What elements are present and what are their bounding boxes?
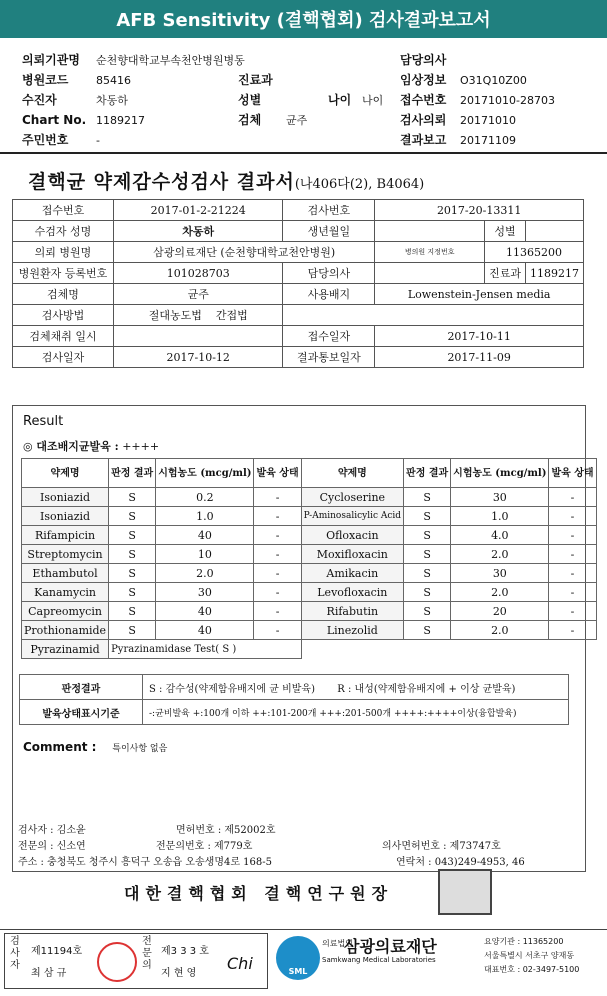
drug-name: Kanamycin xyxy=(22,583,109,602)
institution-value: 순천향대학교부속천안병원병동 xyxy=(96,54,245,67)
drug-conc: 1.0 xyxy=(451,507,549,526)
control-growth-value: ++++ xyxy=(122,440,160,453)
tester: 검사자 : 김소윤 xyxy=(18,825,86,836)
report-date-value: 20171109 xyxy=(460,134,516,147)
spec-no: 제3 3 3 호 xyxy=(161,946,209,957)
drug-conc: 40 xyxy=(156,602,254,621)
drug-name: Cycloserine xyxy=(301,488,403,507)
institution-label: 의뢰기관명 xyxy=(22,53,80,67)
drug-conc: 2.0 xyxy=(451,583,549,602)
doctor-license: 의사면허번호 : 제73747호 xyxy=(382,841,501,852)
age-value: 나이 xyxy=(362,94,384,107)
meta-label: 접수일자 xyxy=(283,326,375,347)
judge-label: 판정결과 xyxy=(20,675,143,700)
section-divider xyxy=(0,152,607,154)
meta-label: 검체채취 일시 xyxy=(13,326,114,347)
drug-conc: 30 xyxy=(451,564,549,583)
drug-growth: - xyxy=(254,488,301,507)
phone: 연락처 : 043)249-4953, 46 xyxy=(396,857,525,868)
footer xyxy=(0,929,607,996)
meta-label: 병원환자 등록번호 xyxy=(13,263,114,284)
drug-row xyxy=(22,488,597,507)
pza-test: Pyrazinamidase Test( S ) xyxy=(109,640,302,659)
drug-row xyxy=(22,583,597,602)
specimen-label: 검체 xyxy=(238,113,262,127)
patient-value: 차동하 xyxy=(96,94,128,107)
drug-name: Ethambutol xyxy=(22,564,109,583)
judge-legend xyxy=(143,675,569,700)
drug-result: S xyxy=(109,526,156,545)
signature-box xyxy=(4,933,268,989)
ssn-value: - xyxy=(96,134,100,147)
drug-growth: - xyxy=(254,602,301,621)
drug-result: S xyxy=(109,488,156,507)
drug-result: S xyxy=(109,602,156,621)
drug-growth: - xyxy=(254,507,301,526)
scanned-report xyxy=(6,163,604,971)
drug-result: S xyxy=(404,564,451,583)
drug-conc: 4.0 xyxy=(451,526,549,545)
col-conc: 시험농도 (mcg/ml) xyxy=(156,459,254,488)
document-title xyxy=(28,167,424,194)
drug-growth: - xyxy=(549,583,596,602)
meta-value: 101028703 xyxy=(114,263,283,284)
footer-phone: 대표번호 : 02-3497-5100 xyxy=(484,965,580,974)
meta-label: 검사일자 xyxy=(13,347,114,368)
drug-name: Rifabutin xyxy=(301,602,403,621)
judge-r: R : 내성(약제함유배지에 + 이상 균발육) xyxy=(337,683,516,695)
meta-value: 11365200 xyxy=(485,242,584,263)
drug-growth: - xyxy=(549,545,596,564)
drug-name: Linezolid xyxy=(301,621,403,640)
result-title: Result xyxy=(23,414,64,429)
report-date-label: 결과보고 xyxy=(400,133,447,147)
document-code: (나406다(2), B4064) xyxy=(294,177,425,192)
drug-result: S xyxy=(404,488,451,507)
chart-no-value: 1189217 xyxy=(96,114,145,127)
address: 주소 : 충청북도 청주시 흥덕구 오송읍 오송생명4로 168-5 xyxy=(18,857,273,868)
report-title: AFB Sensitivity (결핵협회) 검사결과보고서 xyxy=(116,10,491,31)
col-judge: 판정 결과 xyxy=(109,459,156,488)
clinical-value: O31Q10Z00 xyxy=(460,74,527,87)
drug-result: S xyxy=(109,507,156,526)
drug-name: Prothionamide xyxy=(22,621,109,640)
col-drug: 약제명 xyxy=(22,459,109,488)
drug-conc: 1.0 xyxy=(156,507,254,526)
drug-conc: 2.0 xyxy=(451,545,549,564)
tester-seal xyxy=(97,942,137,982)
drug-conc: 10 xyxy=(156,545,254,564)
drug-result: S xyxy=(404,507,451,526)
drug-name: Capreomycin xyxy=(22,602,109,621)
meta-value: Lowenstein-Jensen media xyxy=(375,284,584,305)
drug-result: S xyxy=(404,583,451,602)
meta-label: 성별 xyxy=(485,221,526,242)
col-drug: 약제명 xyxy=(301,459,403,488)
judge-s: S : 감수성(약제함유배지에 균 비발육) xyxy=(149,683,315,695)
meta-value: 2017-10-12 xyxy=(114,347,283,368)
drug-conc: 30 xyxy=(451,488,549,507)
tester-name: 최 삼 규 xyxy=(31,968,67,979)
drug-conc: 2.0 xyxy=(451,621,549,640)
drug-growth: - xyxy=(254,583,301,602)
drug-name: Moxifloxacin xyxy=(301,545,403,564)
pza-name: Pyrazinamid xyxy=(22,640,109,659)
drug-growth: - xyxy=(549,526,596,545)
meta-value xyxy=(114,305,283,326)
control-growth xyxy=(23,438,159,454)
meta-label: 병의원 지정번호 xyxy=(375,242,485,263)
meta-label: 진료과 xyxy=(485,263,526,284)
tester-no: 제11194호 xyxy=(31,946,83,957)
meta-label: 생년월일 xyxy=(283,221,375,242)
drug-conc: 2.0 xyxy=(156,564,254,583)
meta-label: 담당의사 xyxy=(283,263,375,284)
hospital-code-label: 병원코드 xyxy=(22,73,69,87)
clinical-label: 임상정보 xyxy=(400,73,447,87)
col-growth: 발육 상태 xyxy=(549,459,596,488)
specialist: 전문의 : 신소연 xyxy=(18,841,86,852)
meta-label: 검사번호 xyxy=(283,200,375,221)
care-no: 요양기관 : 11365200 xyxy=(484,937,564,946)
drug-row xyxy=(22,602,597,621)
col-judge: 판정 결과 xyxy=(404,459,451,488)
drug-name: Isoniazid xyxy=(22,507,109,526)
result-section xyxy=(12,405,594,872)
drug-result: S xyxy=(404,621,451,640)
drug-result: S xyxy=(109,564,156,583)
age-label: 나이 xyxy=(328,93,352,107)
judgement-table xyxy=(19,674,569,725)
growth-std: -:균비발육 +:100개 이하 ++:101-200개 +++:201-500개 ++++:++++이상(융합발육) xyxy=(143,700,569,725)
drug-conc: 0.2 xyxy=(156,488,254,507)
drug-row xyxy=(22,545,597,564)
drug-growth: - xyxy=(254,545,301,564)
meta-value: 삼광의료재단 (순천향대학교천안병원) xyxy=(114,242,375,263)
meta-value xyxy=(526,221,584,242)
drug-conc: 40 xyxy=(156,526,254,545)
drug-conc: 20 xyxy=(451,602,549,621)
official-stamp xyxy=(438,869,492,915)
request-date-value: 20171010 xyxy=(460,114,516,127)
specimen-value: 균주 xyxy=(286,114,308,127)
col-conc: 시험농도 (mcg/ml) xyxy=(451,459,549,488)
corp-label: 의료법인 xyxy=(322,939,353,948)
meta-value: 2017-01-2-21224 xyxy=(114,200,283,221)
doctor-label: 담당의사 xyxy=(400,53,447,67)
sex-label: 성별 xyxy=(238,93,262,107)
dept-label: 진료과 xyxy=(238,73,273,87)
org-en: Samkwang Medical Laboratories xyxy=(322,956,436,964)
drug-growth: - xyxy=(254,621,301,640)
meta-label: 접수번호 xyxy=(13,200,114,221)
method-1: 절대농도법 xyxy=(148,309,202,322)
request-date-label: 검사의뢰 xyxy=(400,113,447,127)
drug-table xyxy=(21,458,597,659)
drug-name: Ofloxacin xyxy=(301,526,403,545)
organization-name: 대한결핵협회 결핵연구원장 xyxy=(124,884,394,903)
drug-growth: - xyxy=(549,621,596,640)
meta-value xyxy=(375,263,485,284)
sml-logo xyxy=(276,936,320,980)
drug-row xyxy=(22,526,597,545)
drug-growth: - xyxy=(549,507,596,526)
drug-name: P-Aminosalicylic Acid xyxy=(301,507,403,526)
drug-row xyxy=(22,507,597,526)
meta-label: 결과통보일자 xyxy=(283,347,375,368)
growth-std-label: 발육상태표시기준 xyxy=(20,700,143,725)
drug-growth: - xyxy=(549,564,596,583)
drug-result: S xyxy=(109,621,156,640)
meta-label: 의뢰 병원명 xyxy=(13,242,114,263)
report-header xyxy=(0,0,607,38)
receipt-no-label: 접수번호 xyxy=(400,93,447,107)
meta-value xyxy=(375,221,485,242)
drug-result: S xyxy=(404,526,451,545)
comment-label: Comment : xyxy=(23,740,97,754)
meta-value xyxy=(114,326,283,347)
specialist-license: 전문의번호 : 제779호 xyxy=(156,841,253,852)
control-growth-label: ◎ 대조배지균발육 : xyxy=(23,440,119,453)
document-title-text: 결핵균 약제감수성검사 결과서 xyxy=(28,171,295,193)
patient-label: 수진자 xyxy=(22,93,57,107)
meta-label: 사용배지 xyxy=(283,284,375,305)
col-growth: 발육 상태 xyxy=(254,459,301,488)
hospital-code-value: 85416 xyxy=(96,74,131,87)
drug-result: S xyxy=(109,583,156,602)
meta-value: 2017-10-11 xyxy=(375,326,584,347)
meta-value: 균주 xyxy=(114,284,283,305)
meta-label: 검사방법 xyxy=(13,305,114,326)
meta-value: 1189217 xyxy=(526,263,584,284)
logo-text: SML xyxy=(288,967,308,976)
drug-conc: 30 xyxy=(156,583,254,602)
meta-value: 2017-20-13311 xyxy=(375,200,584,221)
drug-growth: - xyxy=(549,488,596,507)
meta-label: 검체명 xyxy=(13,284,114,305)
drug-growth: - xyxy=(254,564,301,583)
footer-address: 서울특별시 서초구 양재동 xyxy=(484,951,575,960)
comment xyxy=(23,740,167,754)
drug-name: Rifampicin xyxy=(22,526,109,545)
spec-label: 전문의 xyxy=(142,936,152,971)
drug-name: Streptomycin xyxy=(22,545,109,564)
ssn-label: 주민번호 xyxy=(22,133,69,147)
drug-name: Amikacin xyxy=(301,564,403,583)
drug-name: Isoniazid xyxy=(22,488,109,507)
drug-name: Levofloxacin xyxy=(301,583,403,602)
tester-license: 면허번호 : 제52002호 xyxy=(176,825,276,836)
drug-result: S xyxy=(109,545,156,564)
spec-signature: Chi xyxy=(227,954,253,973)
receipt-no-value: 20171010-28703 xyxy=(460,94,555,107)
chart-no-label: Chart No. xyxy=(22,113,87,127)
drug-row xyxy=(22,621,597,640)
drug-row xyxy=(22,564,597,583)
tester-label: 검사자 xyxy=(10,936,20,971)
meta-value: 2017-11-09 xyxy=(375,347,584,368)
drug-growth: - xyxy=(254,526,301,545)
spec-name: 지 현 영 xyxy=(161,968,197,979)
meta-table xyxy=(12,199,584,368)
org-name: 삼광의료재단 xyxy=(344,937,437,956)
drug-result: S xyxy=(404,602,451,621)
meta-empty xyxy=(283,305,584,326)
method-2: 간접법 xyxy=(215,309,248,322)
comment-text: 특이사항 없음 xyxy=(112,744,168,754)
meta-value: 차동하 xyxy=(114,221,283,242)
drug-conc: 40 xyxy=(156,621,254,640)
drug-growth: - xyxy=(549,602,596,621)
drug-result: S xyxy=(404,545,451,564)
meta-label: 수검자 성명 xyxy=(13,221,114,242)
